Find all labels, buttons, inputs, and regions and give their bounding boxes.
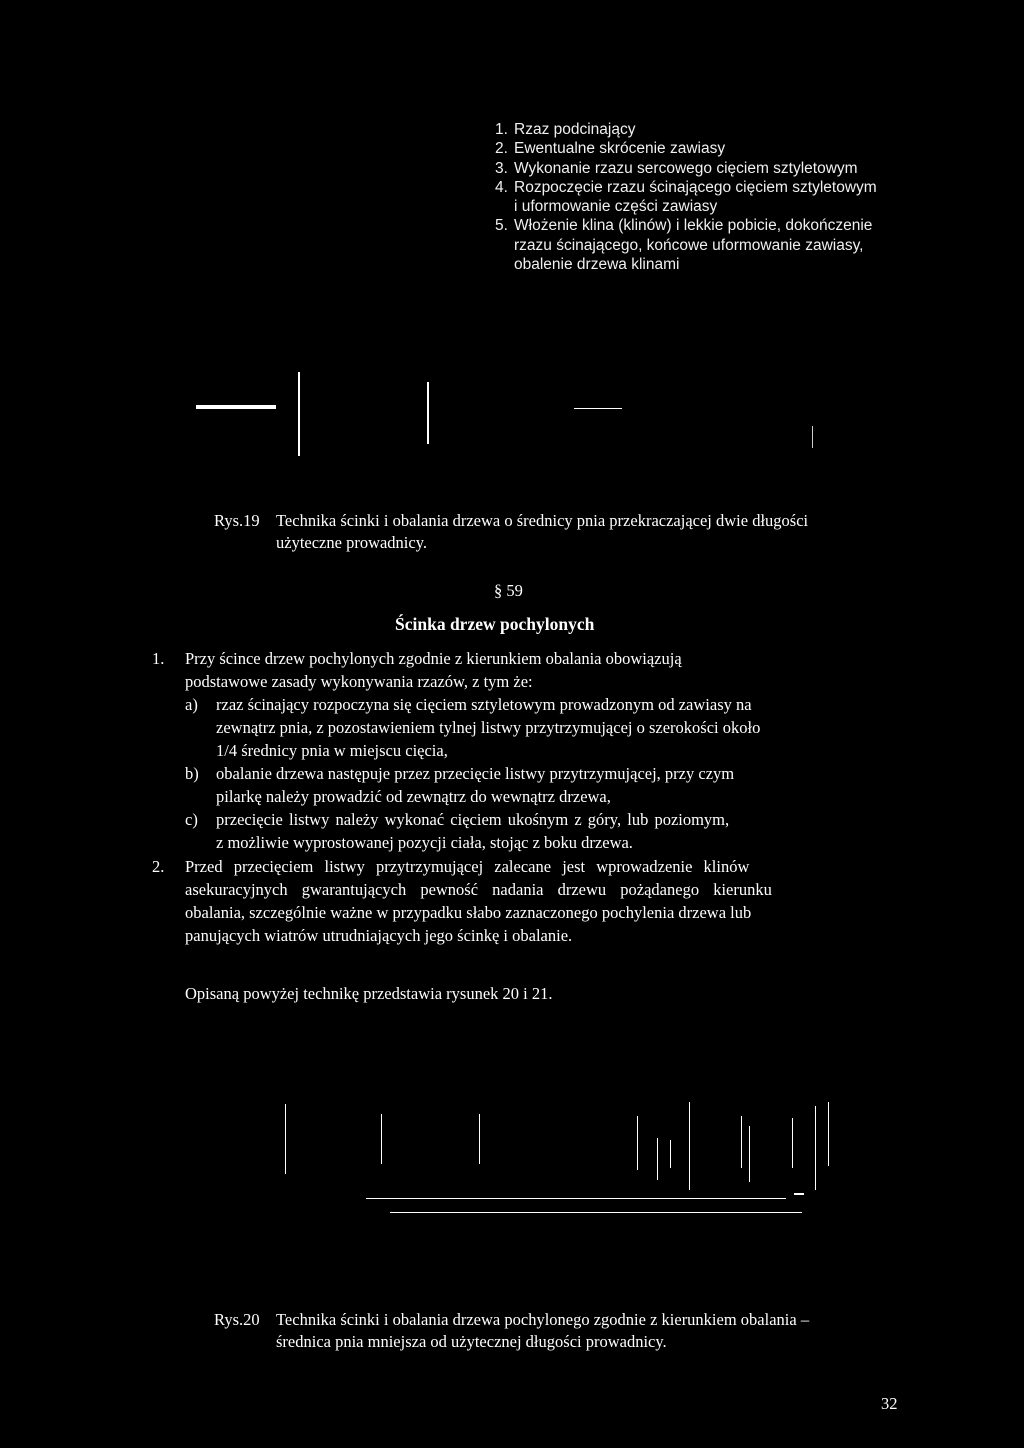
list-item-line: 1/4 średnicy pnia w miejscu cięcia,	[216, 741, 448, 760]
figure19-line	[812, 426, 813, 448]
figure20-line	[741, 1116, 742, 1168]
figure19-caption-label: Rys.19	[214, 511, 260, 530]
list-item-line: przecięcie listwy należy wykonać cięciem ukośnym z góry, lub poziomym,	[216, 810, 730, 829]
legend-item: 1. Rzaz podcinający	[495, 121, 636, 138]
paragraph-line: podstawowe zasady wykonywania rzazów, z tym że:	[185, 672, 533, 691]
figure20-line	[479, 1114, 480, 1164]
figure19-line	[298, 372, 300, 456]
figure19-caption-line: użyteczne prowadnicy.	[276, 533, 428, 552]
figure20-caption-line: Technika ścinki i obalania drzewa pochylonego zgodnie z kierunkiem obalania –	[276, 1310, 810, 1329]
list-item-letter: b)	[185, 764, 199, 783]
list-item-line: pilarkę należy prowadzić od zewnątrz do wewnątrz drzewa,	[216, 787, 611, 806]
figure20-line	[749, 1126, 750, 1182]
legend-item: 4. Rozpoczęcie rzazu ścinającego cięciem sztyletowym	[495, 178, 877, 196]
list-item-line: z możliwie wyprostowanej pozycji ciała, stojąc z boku drzewa.	[216, 833, 633, 852]
section-title: Ścinka drzew pochylonych	[395, 614, 595, 634]
figure19-caption-line: Technika ścinki i obalania drzewa o średnicy pnia przekraczającej dwie długości	[276, 511, 809, 530]
paragraph-line: Przed przecięciem listwy przytrzymującej zalecane jest wprowadzenie klinów	[185, 857, 750, 876]
figure20-line	[815, 1106, 816, 1190]
paragraph-line: Przy ścince drzew pochylonych zgodnie z kierunkiem obalania obowiązują	[185, 649, 682, 668]
section-number: § 59	[494, 581, 523, 600]
page-number: 32	[881, 1394, 898, 1413]
figure20-line	[828, 1102, 829, 1166]
paragraph-line: panujących wiatrów utrudniających jego ścinkę i obalanie.	[185, 926, 573, 945]
figure19-line	[574, 408, 622, 409]
figure20-line	[366, 1198, 786, 1199]
paragraph-line: asekuracyjnych gwarantujących pewność nadania drzewu pożądanego kierunku	[185, 880, 772, 899]
figure20-line	[637, 1116, 638, 1170]
paragraph-number: 2.	[152, 857, 165, 876]
figure20-line	[792, 1118, 793, 1168]
figure20-line	[670, 1140, 671, 1168]
figure20-line	[381, 1114, 382, 1164]
figure20-line	[285, 1104, 286, 1174]
figure19-line	[427, 382, 429, 444]
figure20-line	[794, 1193, 804, 1195]
figure20-caption-line: średnica pnia mniejsza od użytecznej długości prowadnicy.	[276, 1332, 667, 1351]
paragraph-line: obalania, szczególnie ważne w przypadku słabo zaznaczonego pochylenia drzewa lub	[185, 903, 752, 922]
legend-item-continuation: obalenie drzewa klinami	[514, 256, 680, 274]
figure19-legend	[495, 120, 877, 274]
list-item-letter: a)	[185, 695, 198, 714]
figure-reference-note: Opisaną powyżej technikę przedstawia rysunek 20 i 21.	[185, 984, 553, 1003]
list-item-letter: c)	[185, 810, 198, 829]
figure20-caption-label: Rys.20	[214, 1310, 260, 1329]
figure20-line	[657, 1138, 658, 1180]
legend-item: 2. Ewentualne skrócenie zawiasy	[495, 140, 726, 158]
list-item-line: rzaz ścinający rozpoczyna się cięciem sztyletowym prowadzonym od zawiasy na	[216, 695, 752, 714]
legend-item: 5. Włożenie klina (klinów) i lekkie pobicie, dokończenie	[495, 217, 873, 235]
legend-item-continuation: i uformowanie części zawiasy	[514, 198, 718, 216]
figure20-line	[689, 1102, 690, 1190]
legend-item: 3. Wykonanie rzazu sercowego cięciem sztyletowym	[495, 159, 858, 177]
figure19-line	[196, 405, 276, 409]
paragraph-number: 1.	[152, 649, 165, 668]
list-item-line: zewnątrz pnia, z pozostawieniem tylnej listwy przytrzymującej o szerokości około	[216, 718, 761, 737]
legend-item-continuation: rzazu ścinającego, końcowe uformowanie zawiasy,	[514, 236, 864, 254]
figure20-line	[390, 1212, 802, 1213]
list-item-line: obalanie drzewa następuje przez przecięcie listwy przytrzymującej, przy czym	[216, 764, 735, 783]
